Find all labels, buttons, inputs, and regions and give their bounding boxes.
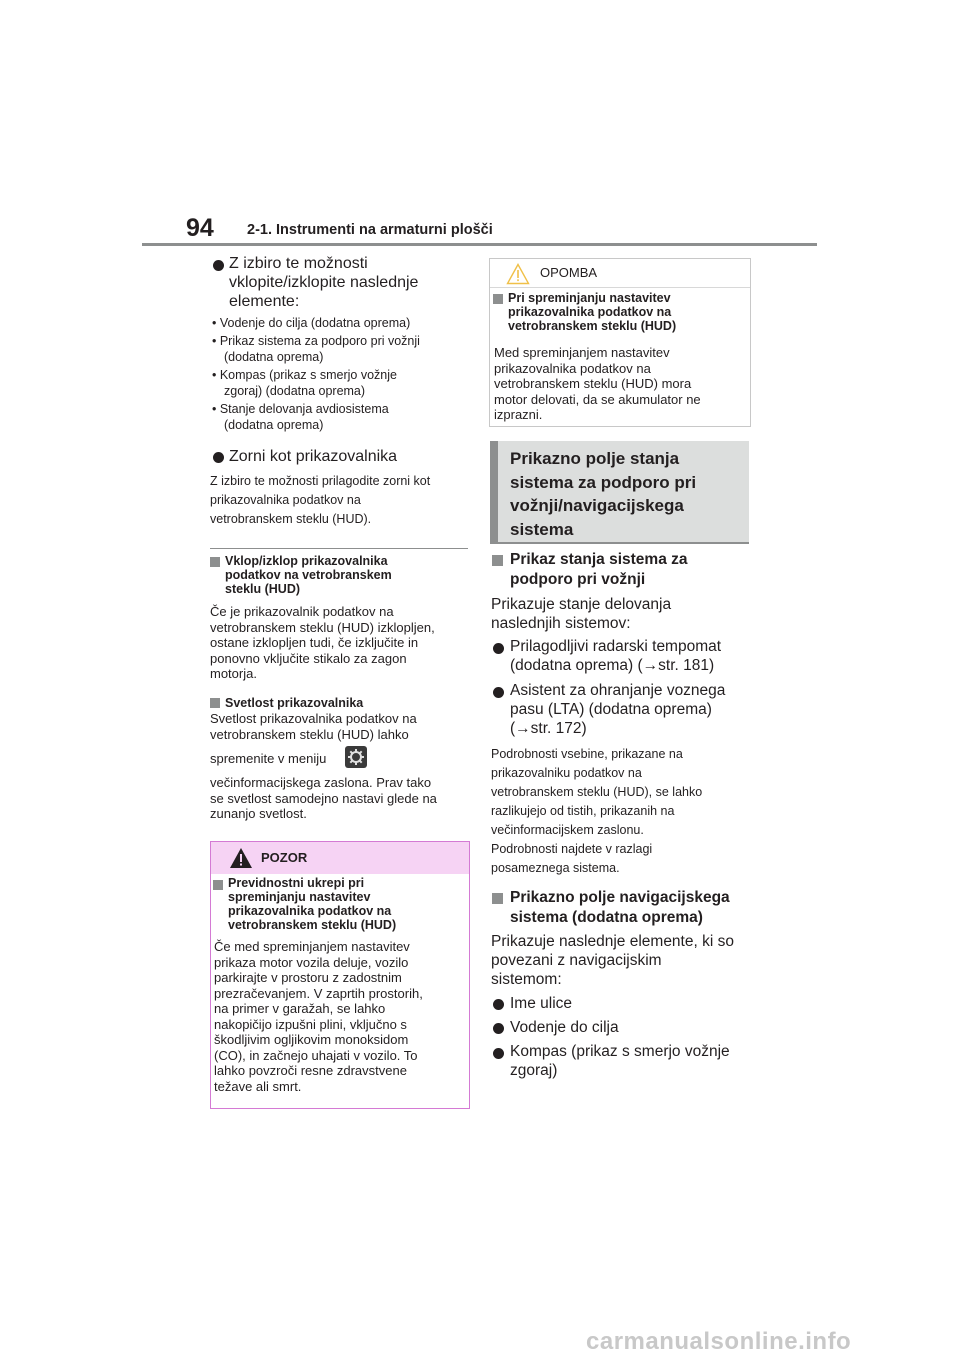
heading-navigation [510, 888, 730, 927]
text-line: Z izbiro te možnosti [229, 255, 368, 272]
bullet-dot [493, 1048, 504, 1059]
heading-driving-support [510, 550, 688, 589]
section-rule [490, 542, 749, 544]
gear-icon [345, 746, 367, 768]
text-line: vetrobranskem steklu (HUD) [228, 918, 397, 932]
text-line: prikazovalnika podatkov na [508, 305, 672, 319]
text-line: steklu (HUD) [225, 582, 301, 596]
text-line: Med spreminjanjem nastavitev [494, 345, 670, 360]
caution-text [214, 939, 423, 1094]
text-line: izprazni. [494, 407, 543, 422]
text-line: se svetlost samodejno nastavi glede na [210, 790, 437, 806]
text-line: Podrobnosti najdete v razlagi [491, 842, 653, 856]
chapter-title: 2-1. Instrumenti na armaturni plošči [247, 222, 493, 238]
text-line: (dodatna oprema) [224, 350, 324, 364]
text-line: Prikazno polje navigacijskega [510, 889, 730, 906]
text-line: Če med spreminjanjem nastavitev [214, 939, 410, 954]
list-item [212, 315, 472, 331]
item-route-guidance: Vodenje do cilja [510, 1019, 619, 1036]
text-line: (dodatna oprema) (→str. 181) [510, 657, 715, 674]
text-line: vetrobranskem steklu (HUD) [508, 319, 677, 333]
text-line: večinformacijskega zaslona. Prav tako [210, 775, 432, 790]
section-square-icon [492, 555, 503, 566]
section-square-icon [210, 557, 220, 567]
details-note [491, 745, 702, 878]
text-line: • Stanje delovanja avdiosistema [212, 402, 389, 416]
list-item [212, 401, 472, 433]
section-square-icon [492, 893, 503, 904]
text-line: pasu (LTA) (dodatna oprema) [510, 701, 712, 718]
text-line: Kompas (prikaz s smerjo vožnje [510, 1043, 730, 1060]
caution-label: POZOR [261, 850, 308, 865]
text-line: sistema [510, 519, 574, 539]
text-line: prikazovalniku podatkov na [491, 766, 642, 780]
section-square-icon [210, 698, 220, 708]
note-title [508, 291, 676, 333]
section-square-icon [213, 880, 223, 890]
navigation-intro [491, 932, 734, 989]
item-street-name: Ime ulice [510, 995, 573, 1012]
list-item [212, 367, 472, 399]
text-line: motorja. [210, 666, 257, 681]
text-line: Asistent za ohranjanje voznega [510, 682, 726, 699]
text-line: zgoraj) [510, 1062, 558, 1079]
subsection-title-hud-toggle [225, 554, 392, 596]
note-text [494, 345, 701, 423]
subsection-title-brightness: Svetlost prikazovalnika [225, 696, 364, 710]
text-line: vožnji/navigacijskega [510, 496, 684, 515]
caution-triangle-icon [506, 263, 530, 285]
bullet-dot [213, 452, 224, 463]
text-line: Prikazuje stanje delovanja [491, 596, 672, 613]
text-line: vetrobranskem steklu (HUD) lahko [210, 726, 409, 742]
brightness-text-cont [210, 775, 437, 822]
text-line: naslednjih sistemov: [491, 615, 631, 632]
text-line: prikazovalnika podatkov na [210, 493, 361, 507]
text-line: parkirajte v prostoru z zadostnim [214, 970, 402, 985]
text-line: Če je prikazovalnik podatkov na [210, 604, 394, 619]
text-line: • Vodenje do cilja (dodatna oprema) [212, 316, 411, 330]
text-line: motor delovati, da se akumulator ne [494, 391, 701, 407]
text-line: Z izbiro te možnosti prilagodite zorni kot [210, 474, 431, 488]
text-line: podatkov na vetrobranskem [225, 568, 392, 582]
text-line: ostane izklopljen tudi, če izključite in [210, 635, 419, 650]
text-line: vklopite/izklopite naslednje [229, 274, 419, 291]
header-rule [142, 243, 817, 246]
text-line: (CO), in začnejo uhajati v vozilo. To [214, 1047, 418, 1063]
text-line: podporo pri vožnji [510, 570, 646, 588]
text-line: Vklop/izklop prikazovalnika [225, 554, 388, 568]
text-line: prikazovalnika podatkov na [494, 360, 651, 376]
text-line: Svetlost prikazovalnika podatkov na [210, 711, 417, 726]
bullet-dot [213, 260, 224, 271]
subsection-text-hud-toggle [210, 604, 435, 682]
text-line: zunanjo svetlost. [210, 806, 307, 821]
divider [210, 548, 468, 549]
text-line: Podrobnosti vsebine, prikazane na [491, 747, 683, 761]
text-line: na primer v garažah, se lahko [214, 1001, 386, 1016]
text-line: škodljivim ogljikovim monoksidom [214, 1032, 409, 1047]
section-heading-box [490, 441, 749, 542]
option-list [212, 315, 472, 433]
text-line: Previdnostni ukrepi pri [228, 876, 365, 890]
text-line: težave ali smrt. [214, 1078, 302, 1094]
warning-icon [229, 847, 253, 869]
item-lta [510, 681, 725, 738]
text-line: prikazovalnika podatkov na [228, 904, 392, 918]
brightness-menu-text: spremenite v meniju [210, 751, 327, 766]
text-line: nakopičijo izpušni plini, vključno s [214, 1016, 407, 1032]
text-line: povezani z navigacijskim [491, 952, 662, 969]
bullet-dot [493, 1023, 504, 1034]
text-line: zgoraj) (dodatna oprema) [224, 384, 366, 398]
item-radar-cruise [510, 637, 721, 675]
text-line: • Prikaz sistema za podporo pri vožnji [212, 334, 420, 348]
text-line: spreminjanju nastavitev [228, 890, 371, 904]
text-line: lahko povzroči resne zdravstvene [214, 1063, 407, 1078]
text-line: prezračevanjem. V zaprtih prostorih, [214, 985, 423, 1001]
text-line: sistemom: [491, 971, 562, 988]
text-line: razlikujejo od tistih, prikazanih na [491, 804, 675, 818]
text-line: prikaza motor vozila deluje, vozilo [214, 954, 409, 970]
page-number: 94 [186, 214, 214, 242]
text-line: Prikazuje naslednje elemente, ki so [491, 933, 734, 950]
section-square-icon [493, 294, 503, 304]
text-line: ponovno vključite stikalo za zagon [210, 650, 407, 666]
caution-header [211, 842, 469, 874]
bullet-dot [493, 999, 504, 1010]
caution-box [210, 841, 470, 1109]
text-line: (→str. 172) [510, 720, 587, 737]
list-item [212, 333, 472, 365]
angle-description [210, 472, 430, 529]
text-line: Prilagodljivi radarski tempomat [510, 638, 722, 655]
text-line: sistema (dodatna oprema) [510, 908, 703, 926]
text-line: vetrobranskem steklu (HUD) izklopljen, [210, 619, 435, 635]
text-line: Prikaz stanja sistema za [510, 551, 688, 568]
note-label: OPOMBA [540, 265, 598, 280]
text-line: elemente: [229, 293, 300, 310]
subsection-text-brightness [210, 711, 417, 742]
driving-support-intro [491, 595, 671, 633]
text-line: večinformacijskem zaslonu. [491, 823, 644, 837]
note-header [490, 259, 750, 288]
text-line: vetrobranskem steklu (HUD) mora [494, 376, 692, 391]
bullet-dot [493, 687, 504, 698]
bullet-dot [493, 643, 504, 654]
text-line: posameznega sistema. [491, 861, 620, 875]
text-line: (dodatna oprema) [224, 418, 324, 432]
text-line: sistema za podporo pri [510, 472, 697, 492]
text-line: • Kompas (prikaz s smerjo vožnje [212, 368, 397, 382]
bullet-text-options [229, 254, 418, 311]
bullet-text-angle: Zorni kot prikazovalnika [229, 448, 398, 465]
note-box [489, 258, 751, 427]
item-compass [510, 1042, 730, 1080]
text-line: Prikazno polje stanja [510, 449, 680, 468]
text-line: vetrobranskem steklu (HUD). [210, 512, 372, 526]
watermark: carmanualsonline.info [586, 1328, 852, 1355]
text-line: vetrobranskem steklu (HUD), se lahko [491, 785, 703, 799]
section-heading [510, 447, 750, 541]
text-line: Pri spreminjanju nastavitev [508, 291, 671, 305]
caution-title [228, 876, 396, 932]
